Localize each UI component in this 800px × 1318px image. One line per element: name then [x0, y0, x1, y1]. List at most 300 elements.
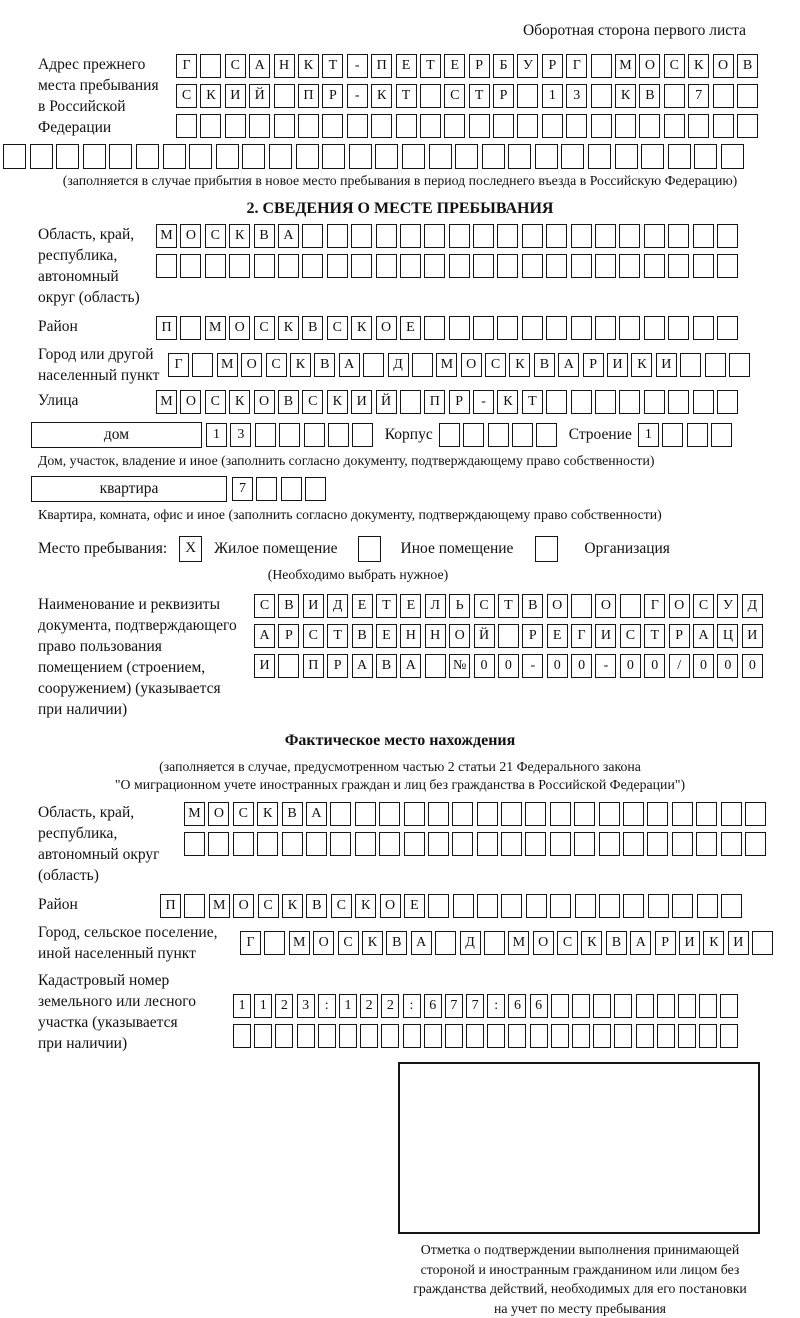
char-cell[interactable]: М — [615, 54, 636, 78]
char-cell[interactable] — [623, 894, 644, 918]
char-cell[interactable] — [508, 144, 531, 169]
char-cell[interactable] — [400, 254, 421, 278]
char-cell[interactable] — [657, 1024, 675, 1048]
char-cell[interactable] — [255, 423, 276, 447]
char-cell[interactable] — [328, 423, 349, 447]
char-cell[interactable] — [572, 1024, 590, 1048]
char-cell[interactable]: А — [306, 802, 327, 826]
char-cell[interactable] — [445, 1024, 463, 1048]
char-cell[interactable]: К — [631, 353, 652, 377]
char-cell[interactable]: Т — [420, 54, 441, 78]
char-cell[interactable] — [693, 390, 714, 414]
char-cell[interactable]: А — [339, 353, 360, 377]
char-cell[interactable] — [664, 84, 685, 108]
char-cell[interactable]: : — [403, 994, 421, 1018]
char-cell[interactable]: Д — [460, 931, 481, 955]
char-cell[interactable] — [536, 423, 557, 447]
char-cell[interactable]: М — [156, 390, 177, 414]
char-cell[interactable]: У — [517, 54, 538, 78]
char-cell[interactable] — [647, 832, 668, 856]
char-cell[interactable]: 7 — [466, 994, 484, 1018]
char-cell[interactable] — [636, 994, 654, 1018]
char-cell[interactable]: О — [180, 390, 201, 414]
char-cell[interactable]: Т — [644, 624, 665, 648]
char-cell[interactable] — [347, 114, 368, 138]
char-cell[interactable] — [381, 1024, 399, 1048]
char-cell[interactable] — [269, 144, 292, 169]
char-cell[interactable] — [400, 224, 421, 248]
char-cell[interactable] — [488, 423, 509, 447]
char-cell[interactable]: С — [258, 894, 279, 918]
char-cell[interactable]: А — [400, 654, 421, 678]
char-cell[interactable] — [647, 802, 668, 826]
char-cell[interactable]: № — [449, 654, 470, 678]
char-cell[interactable] — [424, 316, 445, 340]
char-cell[interactable] — [522, 254, 543, 278]
char-cell[interactable]: М — [209, 894, 230, 918]
char-cell[interactable] — [546, 224, 567, 248]
char-cell[interactable]: 0 — [644, 654, 665, 678]
char-cell[interactable] — [306, 832, 327, 856]
char-cell[interactable] — [644, 390, 665, 414]
char-cell[interactable]: С — [302, 390, 323, 414]
char-cell[interactable] — [376, 254, 397, 278]
char-cell[interactable] — [668, 224, 689, 248]
char-cell[interactable] — [619, 254, 640, 278]
char-cell[interactable] — [254, 1024, 272, 1048]
char-cell[interactable] — [404, 832, 425, 856]
char-cell[interactable] — [477, 832, 498, 856]
char-cell[interactable] — [699, 994, 717, 1018]
char-cell[interactable] — [639, 114, 660, 138]
char-cell[interactable] — [561, 144, 584, 169]
char-cell[interactable]: 7 — [445, 994, 463, 1018]
char-cell[interactable]: У — [717, 594, 738, 618]
char-cell[interactable]: С — [620, 624, 641, 648]
char-cell[interactable] — [484, 931, 505, 955]
char-cell[interactable]: О — [380, 894, 401, 918]
char-cell[interactable] — [636, 1024, 654, 1048]
char-cell[interactable] — [721, 144, 744, 169]
char-cell[interactable]: 6 — [508, 994, 526, 1018]
char-cell[interactable]: 1 — [542, 84, 563, 108]
char-cell[interactable] — [745, 802, 766, 826]
char-cell[interactable] — [593, 1024, 611, 1048]
char-cell[interactable] — [229, 254, 250, 278]
char-cell[interactable] — [156, 254, 177, 278]
char-cell[interactable] — [233, 832, 254, 856]
char-cell[interactable] — [180, 316, 201, 340]
char-cell[interactable]: Л — [425, 594, 446, 618]
char-cell[interactable]: 0 — [693, 654, 714, 678]
char-cell[interactable]: С — [303, 624, 324, 648]
char-cell[interactable] — [363, 353, 384, 377]
char-cell[interactable]: О — [233, 894, 254, 918]
char-cell[interactable] — [279, 423, 300, 447]
char-cell[interactable] — [184, 832, 205, 856]
char-cell[interactable]: О — [208, 802, 229, 826]
char-cell[interactable] — [302, 254, 323, 278]
char-cell[interactable]: Т — [376, 594, 397, 618]
char-cell[interactable]: Г — [644, 594, 665, 618]
char-cell[interactable]: В — [254, 224, 275, 248]
char-cell[interactable] — [672, 894, 693, 918]
char-cell[interactable] — [693, 224, 714, 248]
char-cell[interactable] — [550, 894, 571, 918]
char-cell[interactable] — [599, 894, 620, 918]
char-cell[interactable]: И — [225, 84, 246, 108]
char-cell[interactable]: М — [184, 802, 205, 826]
char-cell[interactable]: О — [376, 316, 397, 340]
char-cell[interactable] — [720, 994, 738, 1018]
char-cell[interactable]: 1 — [254, 994, 272, 1018]
char-cell[interactable]: Ь — [449, 594, 470, 618]
char-cell[interactable]: 0 — [498, 654, 519, 678]
char-cell[interactable] — [717, 254, 738, 278]
char-cell[interactable] — [420, 114, 441, 138]
char-cell[interactable]: Р — [322, 84, 343, 108]
char-cell[interactable] — [225, 114, 246, 138]
char-cell[interactable] — [668, 316, 689, 340]
char-cell[interactable]: В — [314, 353, 335, 377]
char-cell[interactable] — [508, 1024, 526, 1048]
char-cell[interactable] — [282, 832, 303, 856]
char-cell[interactable] — [466, 1024, 484, 1048]
char-cell[interactable] — [428, 894, 449, 918]
char-cell[interactable]: Т — [327, 624, 348, 648]
char-cell[interactable]: Р — [669, 624, 690, 648]
char-cell[interactable] — [574, 832, 595, 856]
char-cell[interactable] — [525, 832, 546, 856]
char-cell[interactable] — [574, 802, 595, 826]
char-cell[interactable] — [501, 832, 522, 856]
char-cell[interactable] — [304, 423, 325, 447]
char-cell[interactable]: С — [693, 594, 714, 618]
char-cell[interactable]: И — [303, 594, 324, 618]
char-cell[interactable] — [473, 224, 494, 248]
char-cell[interactable] — [619, 316, 640, 340]
char-cell[interactable] — [452, 832, 473, 856]
char-cell[interactable] — [571, 390, 592, 414]
char-cell[interactable]: П — [424, 390, 445, 414]
char-cell[interactable] — [200, 114, 221, 138]
char-cell[interactable]: А — [693, 624, 714, 648]
char-cell[interactable]: / — [669, 654, 690, 678]
char-cell[interactable] — [200, 54, 221, 78]
char-cell[interactable] — [737, 114, 758, 138]
char-cell[interactable]: А — [630, 931, 651, 955]
char-cell[interactable]: Е — [400, 594, 421, 618]
char-cell[interactable]: С — [254, 594, 275, 618]
char-cell[interactable] — [275, 1024, 293, 1048]
char-cell[interactable]: О — [547, 594, 568, 618]
char-cell[interactable]: 0 — [571, 654, 592, 678]
char-cell[interactable] — [375, 144, 398, 169]
char-cell[interactable] — [512, 423, 533, 447]
checkbox-zhiloe[interactable]: X — [179, 536, 202, 562]
char-cell[interactable] — [351, 224, 372, 248]
char-cell[interactable]: С — [557, 931, 578, 955]
char-cell[interactable] — [298, 114, 319, 138]
char-cell[interactable]: М — [436, 353, 457, 377]
char-cell[interactable] — [439, 423, 460, 447]
char-cell[interactable]: А — [249, 54, 270, 78]
char-cell[interactable]: Р — [583, 353, 604, 377]
char-cell[interactable] — [575, 894, 596, 918]
char-cell[interactable]: Т — [498, 594, 519, 618]
char-cell[interactable] — [550, 802, 571, 826]
char-cell[interactable] — [469, 114, 490, 138]
char-cell[interactable]: 3 — [566, 84, 587, 108]
char-cell[interactable] — [711, 423, 732, 447]
char-cell[interactable] — [737, 84, 758, 108]
char-cell[interactable] — [463, 423, 484, 447]
char-cell[interactable] — [376, 224, 397, 248]
char-cell[interactable] — [745, 832, 766, 856]
char-cell[interactable] — [517, 84, 538, 108]
char-cell[interactable] — [360, 1024, 378, 1048]
char-cell[interactable] — [697, 894, 718, 918]
char-cell[interactable] — [546, 390, 567, 414]
char-cell[interactable]: Т — [469, 84, 490, 108]
char-cell[interactable] — [662, 423, 683, 447]
char-cell[interactable] — [530, 1024, 548, 1048]
char-cell[interactable] — [444, 114, 465, 138]
char-cell[interactable]: В — [306, 894, 327, 918]
char-cell[interactable] — [278, 254, 299, 278]
char-cell[interactable] — [678, 994, 696, 1018]
char-cell[interactable]: К — [688, 54, 709, 78]
char-cell[interactable] — [109, 144, 132, 169]
char-cell[interactable]: О — [449, 624, 470, 648]
char-cell[interactable]: Н — [425, 624, 446, 648]
char-cell[interactable] — [620, 594, 641, 618]
char-cell[interactable]: К — [327, 390, 348, 414]
char-cell[interactable] — [720, 1024, 738, 1048]
char-cell[interactable]: Е — [547, 624, 568, 648]
char-cell[interactable]: Н — [400, 624, 421, 648]
char-cell[interactable]: 2 — [381, 994, 399, 1018]
char-cell[interactable] — [412, 353, 433, 377]
char-cell[interactable]: Г — [571, 624, 592, 648]
char-cell[interactable] — [593, 994, 611, 1018]
char-cell[interactable] — [614, 1024, 632, 1048]
char-cell[interactable]: П — [303, 654, 324, 678]
char-cell[interactable]: В — [639, 84, 660, 108]
char-cell[interactable] — [257, 832, 278, 856]
char-cell[interactable]: С — [474, 594, 495, 618]
char-cell[interactable]: В — [534, 353, 555, 377]
char-cell[interactable]: С — [233, 802, 254, 826]
char-cell[interactable]: С — [254, 316, 275, 340]
char-cell[interactable]: : — [487, 994, 505, 1018]
char-cell[interactable]: Р — [655, 931, 676, 955]
char-cell[interactable] — [595, 390, 616, 414]
char-cell[interactable] — [680, 353, 701, 377]
char-cell[interactable]: К — [290, 353, 311, 377]
char-cell[interactable]: Р — [278, 624, 299, 648]
char-cell[interactable] — [274, 84, 295, 108]
char-cell[interactable] — [278, 654, 299, 678]
char-cell[interactable] — [591, 54, 612, 78]
char-cell[interactable]: М — [156, 224, 177, 248]
char-cell[interactable]: 0 — [717, 654, 738, 678]
char-cell[interactable]: В — [282, 802, 303, 826]
char-cell[interactable]: К — [200, 84, 221, 108]
char-cell[interactable] — [699, 1024, 717, 1048]
char-cell[interactable] — [487, 1024, 505, 1048]
char-cell[interactable] — [216, 144, 239, 169]
char-cell[interactable]: О — [533, 931, 554, 955]
char-cell[interactable]: К — [355, 894, 376, 918]
char-cell[interactable]: Р — [542, 54, 563, 78]
char-cell[interactable] — [473, 254, 494, 278]
char-cell[interactable]: В — [278, 390, 299, 414]
char-cell[interactable] — [623, 802, 644, 826]
char-cell[interactable]: Е — [444, 54, 465, 78]
char-cell[interactable] — [498, 624, 519, 648]
char-cell[interactable]: Г — [176, 54, 197, 78]
char-cell[interactable]: Т — [522, 390, 543, 414]
char-cell[interactable] — [435, 931, 456, 955]
char-cell[interactable]: В — [737, 54, 758, 78]
char-cell[interactable]: 7 — [688, 84, 709, 108]
char-cell[interactable] — [349, 144, 372, 169]
char-cell[interactable]: О — [595, 594, 616, 618]
char-cell[interactable] — [429, 144, 452, 169]
char-cell[interactable]: Г — [240, 931, 261, 955]
char-cell[interactable] — [453, 894, 474, 918]
char-cell[interactable] — [672, 832, 693, 856]
char-cell[interactable]: 2 — [360, 994, 378, 1018]
char-cell[interactable] — [752, 931, 773, 955]
char-cell[interactable]: Г — [168, 353, 189, 377]
char-cell[interactable]: К — [298, 54, 319, 78]
char-cell[interactable]: А — [254, 624, 275, 648]
char-cell[interactable] — [136, 144, 159, 169]
char-cell[interactable] — [648, 894, 669, 918]
char-cell[interactable]: О — [669, 594, 690, 618]
char-cell[interactable] — [330, 802, 351, 826]
char-cell[interactable] — [591, 114, 612, 138]
char-cell[interactable]: О — [639, 54, 660, 78]
char-cell[interactable]: Н — [274, 54, 295, 78]
char-cell[interactable]: П — [160, 894, 181, 918]
char-cell[interactable]: К — [257, 802, 278, 826]
char-cell[interactable] — [619, 390, 640, 414]
char-cell[interactable]: И — [607, 353, 628, 377]
char-cell[interactable]: К — [581, 931, 602, 955]
char-cell[interactable]: К — [509, 353, 530, 377]
char-cell[interactable]: М — [217, 353, 238, 377]
char-cell[interactable]: 0 — [742, 654, 763, 678]
char-cell[interactable]: Т — [396, 84, 417, 108]
char-cell[interactable] — [274, 114, 295, 138]
char-cell[interactable] — [322, 114, 343, 138]
char-cell[interactable]: С — [176, 84, 197, 108]
char-cell[interactable]: К — [371, 84, 392, 108]
char-cell[interactable]: В — [386, 931, 407, 955]
char-cell[interactable] — [542, 114, 563, 138]
char-cell[interactable] — [694, 144, 717, 169]
char-cell[interactable] — [379, 832, 400, 856]
char-cell[interactable] — [501, 802, 522, 826]
char-cell[interactable] — [30, 144, 53, 169]
char-cell[interactable]: О — [254, 390, 275, 414]
char-cell[interactable] — [717, 390, 738, 414]
char-cell[interactable] — [693, 254, 714, 278]
char-cell[interactable]: О — [241, 353, 262, 377]
char-cell[interactable] — [687, 423, 708, 447]
char-cell[interactable]: С — [327, 316, 348, 340]
char-cell[interactable] — [497, 316, 518, 340]
char-cell[interactable] — [721, 832, 742, 856]
char-cell[interactable]: И — [728, 931, 749, 955]
char-cell[interactable] — [3, 144, 26, 169]
char-cell[interactable] — [355, 832, 376, 856]
char-cell[interactable]: 2 — [275, 994, 293, 1018]
char-cell[interactable] — [351, 254, 372, 278]
char-cell[interactable]: 0 — [547, 654, 568, 678]
char-cell[interactable]: К — [282, 894, 303, 918]
char-cell[interactable]: С — [664, 54, 685, 78]
char-cell[interactable] — [721, 802, 742, 826]
char-cell[interactable]: Д — [327, 594, 348, 618]
char-cell[interactable]: А — [411, 931, 432, 955]
char-cell[interactable] — [420, 84, 441, 108]
char-cell[interactable] — [402, 144, 425, 169]
char-cell[interactable]: М — [205, 316, 226, 340]
char-cell[interactable] — [713, 114, 734, 138]
char-cell[interactable]: С — [338, 931, 359, 955]
char-cell[interactable] — [525, 802, 546, 826]
char-cell[interactable]: : — [318, 994, 336, 1018]
char-cell[interactable]: С — [331, 894, 352, 918]
char-cell[interactable]: М — [508, 931, 529, 955]
char-cell[interactable]: К — [497, 390, 518, 414]
char-cell[interactable] — [400, 390, 421, 414]
char-cell[interactable] — [614, 994, 632, 1018]
char-cell[interactable] — [672, 802, 693, 826]
char-cell[interactable] — [297, 1024, 315, 1048]
char-cell[interactable] — [403, 1024, 421, 1048]
char-cell[interactable] — [208, 832, 229, 856]
char-cell[interactable] — [449, 224, 470, 248]
char-cell[interactable]: П — [298, 84, 319, 108]
char-cell[interactable] — [327, 224, 348, 248]
char-cell[interactable]: О — [180, 224, 201, 248]
char-cell[interactable] — [696, 802, 717, 826]
char-cell[interactable]: 3 — [297, 994, 315, 1018]
char-cell[interactable] — [696, 832, 717, 856]
char-cell[interactable] — [668, 254, 689, 278]
char-cell[interactable] — [428, 802, 449, 826]
char-cell[interactable]: 1 — [206, 423, 227, 447]
char-cell[interactable] — [449, 254, 470, 278]
char-cell[interactable]: О — [713, 54, 734, 78]
char-cell[interactable] — [644, 224, 665, 248]
char-cell[interactable] — [522, 316, 543, 340]
char-cell[interactable] — [717, 316, 738, 340]
char-cell[interactable]: С — [205, 224, 226, 248]
char-cell[interactable] — [615, 144, 638, 169]
char-cell[interactable] — [668, 390, 689, 414]
char-cell[interactable] — [501, 894, 522, 918]
char-cell[interactable] — [497, 224, 518, 248]
char-cell[interactable] — [233, 1024, 251, 1048]
char-cell[interactable] — [595, 254, 616, 278]
char-cell[interactable] — [588, 144, 611, 169]
